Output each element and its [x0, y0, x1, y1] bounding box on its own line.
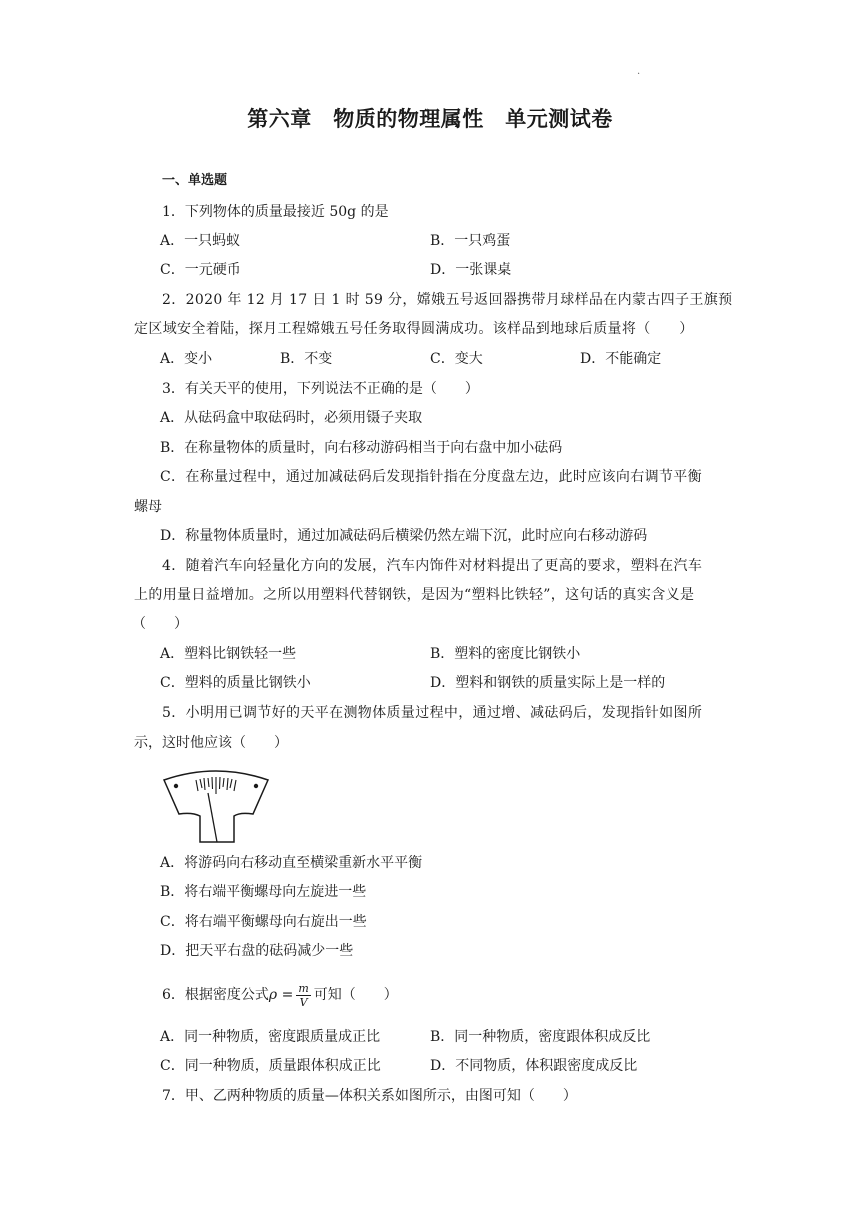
q4-option-b: B．塑料的密度比钢铁小 [430, 646, 581, 662]
q1-stem: 1．下列物体的质量最接近 50g 的是 [162, 204, 389, 220]
q1-option-c: C．一元硬币 [160, 262, 241, 278]
q1-option-b: B．一只鸡蛋 [430, 233, 511, 249]
q6-option-b: B．同一种物质，密度跟体积成反比 [430, 1029, 651, 1045]
q2-option-b: B．不变 [280, 351, 333, 367]
q2-option-a: A．变小 [160, 351, 213, 367]
q1-option-a: A．一只蚂蚁 [160, 233, 241, 249]
page-title: 第六章 物质的物理属性 单元测试卷 [247, 107, 613, 131]
q6-option-d: D．不同物质，体积跟密度成反比 [430, 1058, 638, 1074]
q4-stem-line2: 上的用量日益增加。之所以用塑料代替钢铁，是因为“塑料比铁轻”，这句话的真实含义是 [134, 587, 695, 603]
q1-option-d: D．一张课桌 [430, 262, 512, 278]
q2-option-d: D．不能确定 [580, 351, 662, 367]
fraction-denominator: V [299, 995, 308, 1009]
fraction-numerator: m [298, 981, 309, 995]
q3-option-c-line1: C．在称量过程中，通过加减砝码后发现指针指在分度盘左边，此时应该向右调节平衡 [160, 469, 703, 485]
q4-stem-line3: （ ） [132, 616, 188, 632]
q6-stem-prefix: 6．根据密度公式 [162, 987, 269, 1003]
q5-option-a: A．将游码向右移动直至横梁重新水平平衡 [160, 855, 423, 871]
q3-stem: 3．有关天平的使用，下列说法不正确的是（ ） [162, 381, 479, 397]
q4-option-c: C．塑料的质量比钢铁小 [160, 675, 311, 691]
q6-option-a: A．同一种物质，密度跟质量成正比 [160, 1029, 381, 1045]
q3-option-d: D．称量物体质量时，通过加减砝码后横梁仍然左端下沉，此时应向右移动游码 [160, 528, 648, 544]
corner-mark: . [637, 66, 641, 77]
q4-option-d: D．塑料和钢铁的质量实际上是一样的 [430, 675, 666, 691]
q5-option-c: C．将右端平衡螺母向右旋出一些 [160, 914, 367, 930]
q6-option-c: C．同一种物质，质量跟体积成正比 [160, 1058, 381, 1074]
q4-stem-line1: 4．随着汽车向轻量化方向的发展，汽车内饰件对材料提出了更高的要求，塑料在汽车 [162, 558, 703, 574]
density-fraction [296, 982, 310, 1009]
balance-pointer-figure [160, 766, 272, 850]
q5-stem-line2: 示，这时他应该（ ） [134, 735, 288, 751]
balance-scale-dial-icon [160, 766, 272, 846]
q5-stem-line1: 5．小明用已调节好的天平在测物体质量过程中，通过增、减砝码后，发现指针如图所 [162, 705, 703, 721]
section-heading: 一、单选题 [162, 173, 228, 188]
q6-stem [162, 980, 398, 1010]
q2-stem-line2: 定区域安全着陆，探月工程嫦娥五号任务取得圆满成功。该样品到地球后质量将（ ） [134, 321, 694, 337]
density-symbol: ρ [268, 987, 278, 1003]
q3-option-c-line2: 螺母 [134, 499, 162, 515]
q2-stem-line1: 2．2020 年 12 月 17 日 1 时 59 分，嫦娥五号返回器携带月球样品在内蒙古四子王旗预 [162, 292, 733, 308]
q6-stem-suffix: 可知（ ） [313, 987, 398, 1003]
q4-option-a: A．塑料比钢铁轻一些 [160, 646, 297, 662]
q2-option-c: C．变大 [430, 351, 483, 367]
q5-option-b: B．将右端平衡螺母向左旋进一些 [160, 884, 367, 900]
q3-option-b: B．在称量物体的质量时，向右移动游码相当于向右盘中加小砝码 [160, 440, 563, 456]
q7-stem: 7．甲、乙两种物质的质量—体积关系如图所示，由图可知（ ） [162, 1088, 577, 1104]
equals-sign: = [281, 987, 294, 1003]
q5-option-d: D．把天平右盘的砝码减少一些 [160, 943, 354, 959]
q3-option-a: A．从砝码盒中取砝码时，必须用镊子夹取 [160, 410, 423, 426]
